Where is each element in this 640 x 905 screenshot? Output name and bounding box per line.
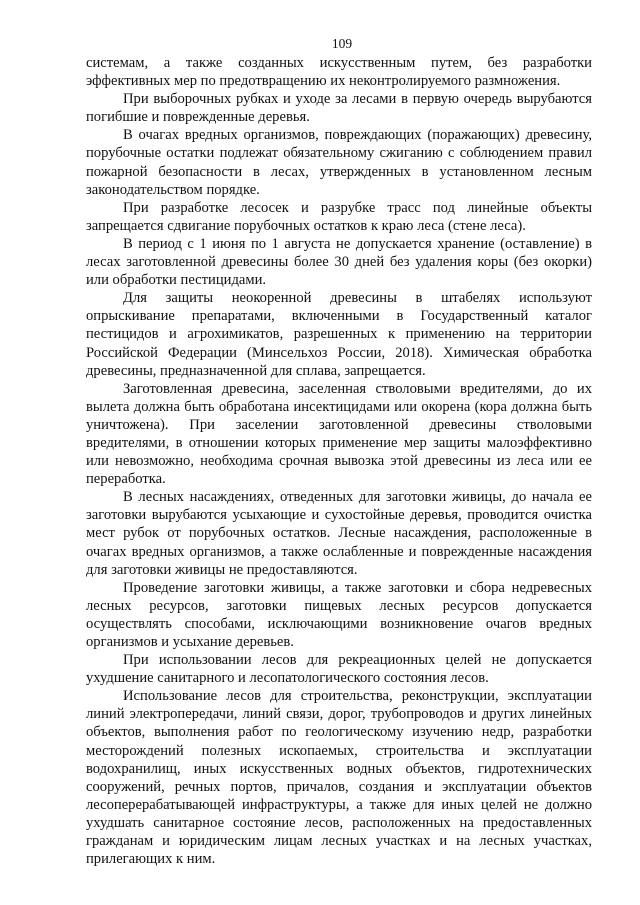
paragraph-1: системам, а также созданных искусственным путем, без разработки эффективных мер по предотвращению их неконтролируемого размножения. <box>86 55 592 90</box>
paragraph-4: При разработке лесосек и разрубке трасс под линейные объекты запрещается сдвигание порубочных остатков к краю леса (стене леса). <box>86 199 592 234</box>
paragraph-6: Для защиты неокоренной древесины в штабелях используют опрыскивание препаратами, включенными в Государственный каталог пестицидов и агрохимикатов, разрешенных к применению на территории Российской Федерации (Минсельхоз России, 2018). Химическая обработка древесины, предназначенной для сплава, запрещается. <box>86 290 592 379</box>
paragraph-7: Заготовленная древесина, заселенная стволовыми вредителями, до их вылета должна быть обработана инсектицидами или окорена (кора должна быть уничтожена). При заселении заготовленной древесины стволовыми вредителями, в отношении которых применение мер защиты малоэффективно или невозможно, необходима срочная вывозка этой древесины из леса или ее переработка. <box>86 380 592 488</box>
paragraph-5: В период с 1 июня по 1 августа не допускается хранение (оставление) в лесах заготовленной древесины более 30 дней без удаления коры (без окорки) или обработки пестицидами. <box>86 235 592 289</box>
page-number: 109 <box>331 36 353 51</box>
paragraph-11: Использование лесов для строительства, реконструкции, эксплуатации линий электропередачи, линий связи, дорог, трубопроводов и других линейных объектов, выполнения работ по геологическому изучению недр, разработки месторождений полезных ископаемых, строительства и эксплуатации водохранилищ, иных искусственных водных объектов, гидротехнических сооружений, речных портов, причалов, создания и эксплуатации объектов лесоперерабатывающей инфраструктуры, а также для иных целей не должно ухудшать санитарное состояние лесов, расположенных на предоставленных гражданам и юридическим лицам лесных участках и на лесных участках, прилегающих к ним. <box>86 688 592 868</box>
paragraph-9: Проведение заготовки живицы, а также заготовки и сбора недревесных лесных ресурсов, заготовки пищевых лесных ресурсов допускается осуществлять способами, исключающими возникновение очагов вредных организмов и усыхание деревьев. <box>86 579 592 650</box>
paragraph-10: При использовании лесов для рекреационных целей не допускается ухудшение санитарного и лесопатологического состояния лесов. <box>86 652 592 687</box>
paragraph-3: В очагах вредных организмов, повреждающих (поражающих) древесину, порубочные остатки подлежат обязательному сжиганию с соблюдением правил пожарной безопасности в лесах, утвержденных в установленном лесным законодательством порядке. <box>86 127 592 198</box>
body-text <box>86 54 592 868</box>
paragraph-8: В лесных насаждениях, отведенных для заготовки живицы, до начала ее заготовки вырубаются усыхающие и сухостойные деревья, проводится очистка мест рубок от порубочных остатков. Лесные насаждения, расположенные в очагах вредных организмов, а также ослабленные и поврежденные насаждения для заготовки живицы не предоставляются. <box>86 489 592 578</box>
paragraph-2: При выборочных рубках и уходе за лесами в первую очередь вырубаются погибшие и поврежденные деревья. <box>86 91 592 126</box>
